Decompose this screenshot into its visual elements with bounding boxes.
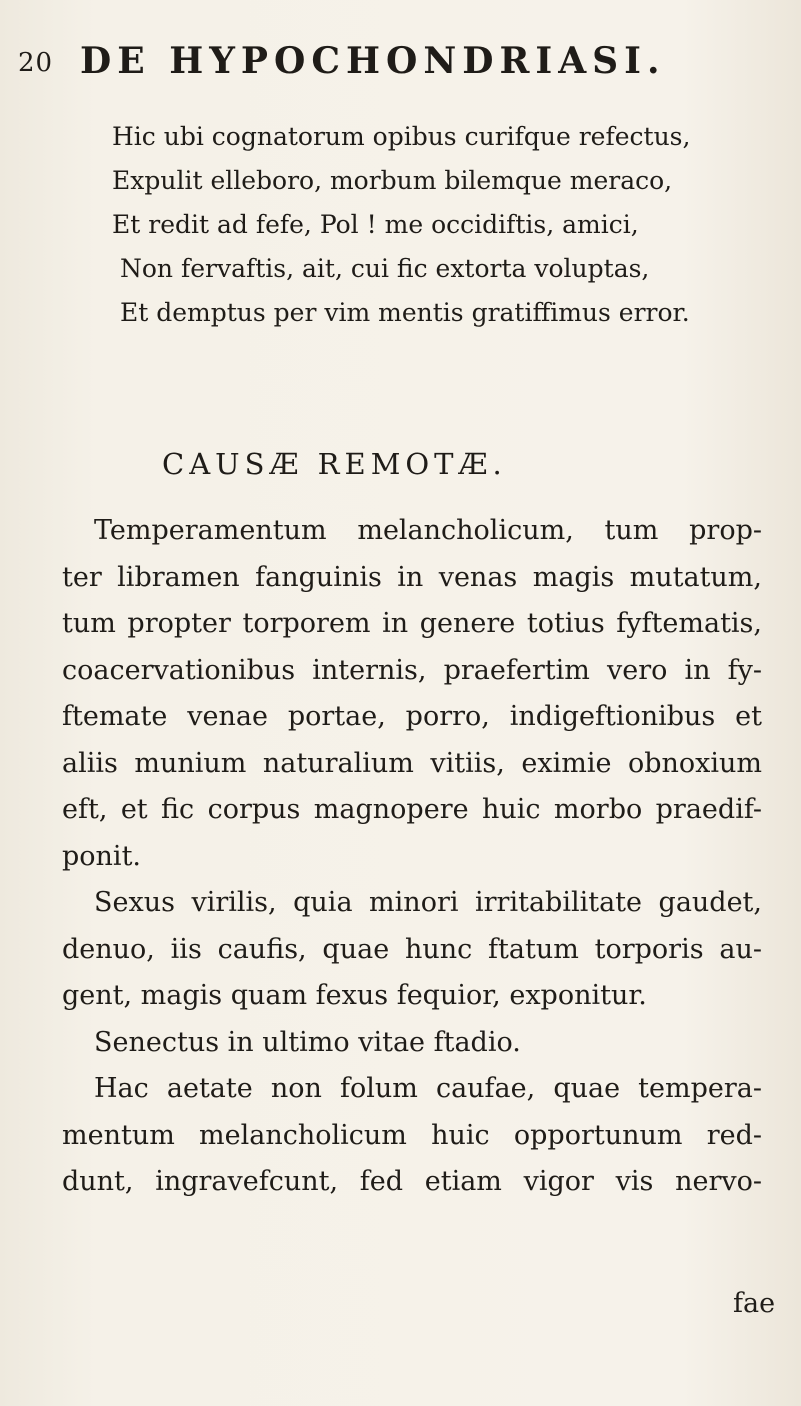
text-line: ftemate venae portae, porro, indigeftionibus et <box>62 701 762 732</box>
page-header <box>18 40 778 80</box>
page-number: 20 <box>18 48 54 78</box>
text-line: tum propter torporem in genere totius fyftematis, <box>62 608 762 639</box>
text-line: aliis munium naturalium vitiis, eximie obnoxium <box>62 747 762 779</box>
text-line: coacervationibus internis, praefertim vero in fy- <box>62 654 762 686</box>
text-line: Sexus virilis, quia minori irritabilitate gaudet, <box>94 887 762 918</box>
text-line: Hac aetate non folum caufae, quae tempera- <box>94 1073 762 1104</box>
text-line: eft, et fic corpus magnopere huic morbo praedif- <box>62 794 762 825</box>
verse-line: Non fervaftis, ait, cui fic extorta voluptas, <box>120 254 650 283</box>
body-text <box>62 508 762 1206</box>
section-heading: CAUSÆ REMOTÆ. <box>162 447 507 481</box>
verse-line: Et demptus per vim mentis gratiffimus error. <box>120 298 690 327</box>
text-line: gent, magis quam fexus fequior, exponitur. <box>62 980 647 1011</box>
text-line: denuo, iis caufis, quae hunc ftatum torporis au- <box>62 933 762 965</box>
verse-line: Hic ubi cognatorum opibus curifque refectus, <box>112 122 691 151</box>
catchword: fae <box>733 1288 776 1319</box>
text-line: dunt, ingravefcunt, fed etiam vigor vis nervo- <box>62 1166 762 1197</box>
text-line: Temperamentum melancholicum, tum prop- <box>94 515 762 546</box>
text-line: ter libramen fanguinis in venas magis mutatum, <box>62 561 762 593</box>
text-line: Senectus in ultimo vitae ftadio. <box>94 1026 521 1058</box>
text-line: ponit. <box>62 840 141 872</box>
running-title: DE HYPOCHONDRIASI. <box>80 40 666 82</box>
text-line: mentum melancholicum huic opportunum red- <box>62 1119 762 1151</box>
verse-line: Expulit elleboro, morbum bilemque meraco, <box>112 166 673 195</box>
verse-line: Et redit ad fefe, Pol ! me occidiftis, amici, <box>112 210 639 239</box>
verse-quotation <box>112 115 752 335</box>
